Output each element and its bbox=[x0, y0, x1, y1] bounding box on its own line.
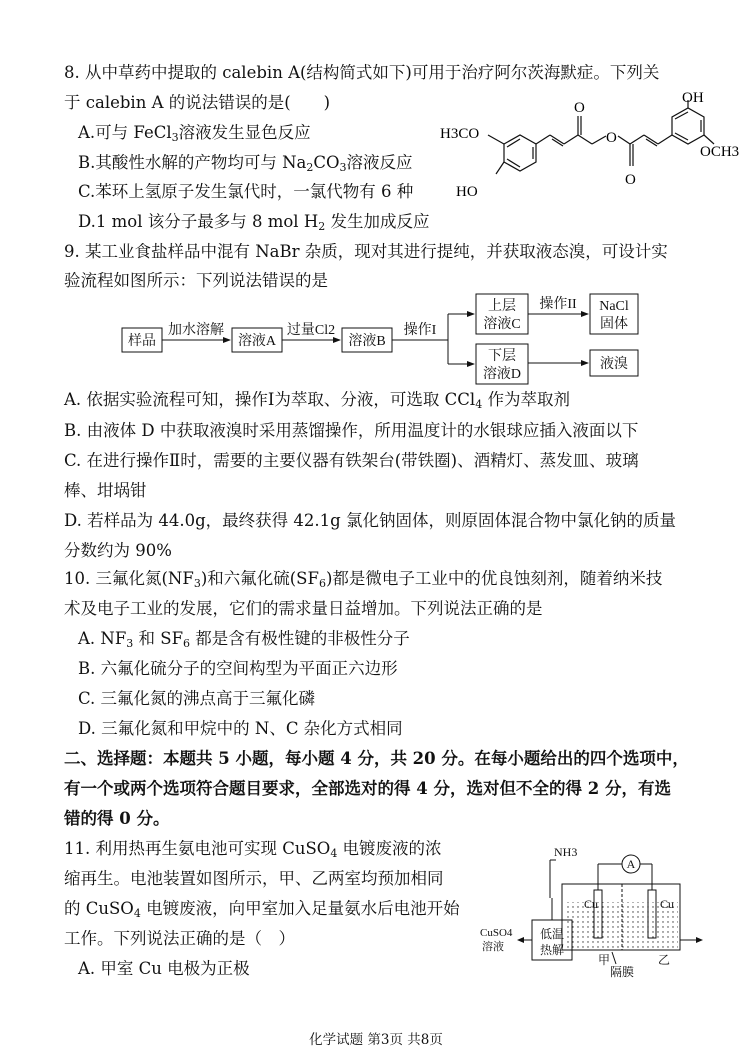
q10-option-a: A. $NF_3$ 和 $SF_6$ 都是含有极性键的非极性分子 bbox=[78, 629, 410, 650]
q10-option-c: C. 三氟化氮的沸点高于三氟化磷 bbox=[78, 689, 316, 708]
struct-carbonyl-o: O bbox=[625, 172, 636, 188]
q8-stem-line2: 于 calebin A 的说法错误的是( ) bbox=[64, 93, 331, 112]
flow-liquid-bromine: 液溴 bbox=[600, 357, 628, 372]
fig-heat-2: 热解 bbox=[540, 943, 565, 957]
q10-stem-line1: 10. 三氟化氮$(NF_3)$和六氟化硫$(SF_6)$都是微电子工业中的优良蚀刻剂，随着纳米技 bbox=[64, 569, 663, 590]
fig-membrane-label: 隔膜 bbox=[610, 965, 635, 979]
struct-och3: OCH3 bbox=[700, 144, 740, 160]
q8-option-d: D.1 mol 该分子最多与 8 mol $H_2$ 发生加成反应 bbox=[78, 212, 430, 233]
q9-option-d-line1: D. 若样品为 44.0g，最终获得 42.1g 氯化钠固体，则原固体混合物中氯化钠的质量 bbox=[64, 511, 676, 530]
q9-stem-line2: 验流程如图所示：下列说法错误的是 bbox=[64, 271, 328, 290]
q11-stem-line2: 缩再生。电池装置如图所示，甲、乙两室均预加相同 bbox=[64, 869, 444, 888]
flow-nacl-2: 固体 bbox=[600, 317, 628, 332]
q11-stem-line4: 工作。下列说法正确的是（ ） bbox=[64, 929, 295, 948]
section2-heading-line3: 错的得 0 分。 bbox=[64, 809, 170, 828]
flow-lower-2: 溶液D bbox=[482, 367, 522, 382]
q8-option-c: C.苯环上氢原子发生氯代时，一氯代物有 6 种 bbox=[78, 182, 414, 201]
q9-option-a: A. 依据实验流程可知，操作Ⅰ为萃取、分液，可选取 CCl$_4$ 作为萃取剂 bbox=[64, 390, 570, 411]
flow-arrow-cl2: 过量Cl2 bbox=[286, 323, 336, 338]
struct-ester-o: O bbox=[606, 130, 617, 146]
flow-solution-b: 溶液B bbox=[348, 334, 386, 349]
q9-flow-diagram bbox=[118, 290, 648, 384]
flow-sample: 样品 bbox=[128, 334, 156, 349]
q11-option-a: A. 甲室 Cu 电极为正极 bbox=[78, 959, 250, 978]
flow-nacl-1: NaCl bbox=[599, 299, 629, 314]
struct-ketone-o: O bbox=[574, 100, 585, 116]
fig-cu-right: Cu bbox=[660, 897, 675, 911]
q10-option-d: D. 三氟化氮和甲烷中的 N、C 杂化方式相同 bbox=[78, 719, 403, 738]
flow-lower-1: 下层 bbox=[488, 349, 516, 364]
fig-jia-label: 甲 bbox=[598, 953, 611, 967]
fig-heat-1: 低温 bbox=[540, 927, 565, 941]
q11-stem-line1: 11. 利用热再生氨电池可实现 CuSO$_4$ 电镀废液的浓 bbox=[64, 839, 442, 860]
q11-stem-line3: 的 CuSO$_4$ 电镀废液，向甲室加入足量氨水后电池开始 bbox=[64, 899, 460, 920]
flow-op1: 操作I bbox=[403, 323, 437, 338]
fig-cuso4-label: CuSO4 bbox=[480, 927, 513, 939]
page-footer: 化学试题 第3页 共8页 bbox=[309, 1032, 443, 1048]
struct-ho: HO bbox=[456, 184, 478, 200]
fig-nh3-label: NH3 bbox=[554, 845, 578, 859]
q8-option-a: A.可与 FeCl$_3$溶液发生显色反应 bbox=[78, 123, 311, 144]
q9-option-d-line2: 分数约为 90% bbox=[64, 541, 172, 560]
fig-yi-label: 乙 bbox=[658, 953, 671, 967]
struct-oh-top: OH bbox=[682, 90, 704, 106]
q8-option-b: B.其酸性水解的产物均可与 $Na_2CO_3$溶液反应 bbox=[78, 153, 413, 174]
q9-option-b: B. 由液体 D 中获取液溴时采用蒸馏操作，所用温度计的水银球应插入液面以下 bbox=[64, 421, 639, 440]
q8-stem-line1: 8. 从中草药中提取的 calebin A(结构简式如下)可用于治疗阿尔茨海默症。下列关 bbox=[64, 63, 660, 82]
fig-cu-left: Cu bbox=[584, 897, 599, 911]
section2-heading-line1: 二、选择题：本题共 5 小题，每小题 4 分，共 20 分。在每小题给出的四个选项中， bbox=[64, 749, 689, 768]
fig-ammeter-label: A bbox=[626, 857, 636, 871]
q9-option-c-line1: C. 在进行操作Ⅱ时，需要的主要仪器有铁架台(带铁圈)、酒精灯、蒸发皿、玻璃 bbox=[64, 451, 639, 470]
q10-stem-line2: 术及电子工业的发展，它们的需求量日益增加。下列说法正确的是 bbox=[64, 599, 543, 618]
fig-solution-label: 溶液 bbox=[482, 941, 504, 953]
q10-option-b: B. 六氟化硫分子的空间构型为平面正六边形 bbox=[78, 659, 398, 678]
q11-battery-figure bbox=[476, 840, 714, 979]
q9-stem-line1: 9. 某工业食盐样品中混有 NaBr 杂质，现对其进行提纯，并获取液态溴，可设计实 bbox=[64, 242, 668, 261]
struct-h3co: H3CO bbox=[440, 126, 480, 142]
section2-heading-line2: 有一个或两个选项符合题目要求，全部选对的得 4 分，选对但不全的得 2 分，有选 bbox=[64, 779, 671, 798]
q9-option-c-line2: 棒、坩埚钳 bbox=[64, 481, 147, 500]
flow-solution-a: 溶液A bbox=[237, 334, 277, 349]
calebin-a-structure bbox=[436, 90, 740, 210]
flow-arrow-dissolve: 加水溶解 bbox=[168, 323, 224, 338]
flow-upper-1: 上层 bbox=[488, 299, 516, 314]
flow-op2: 操作II bbox=[539, 297, 577, 312]
flow-upper-2: 溶液C bbox=[483, 317, 521, 332]
